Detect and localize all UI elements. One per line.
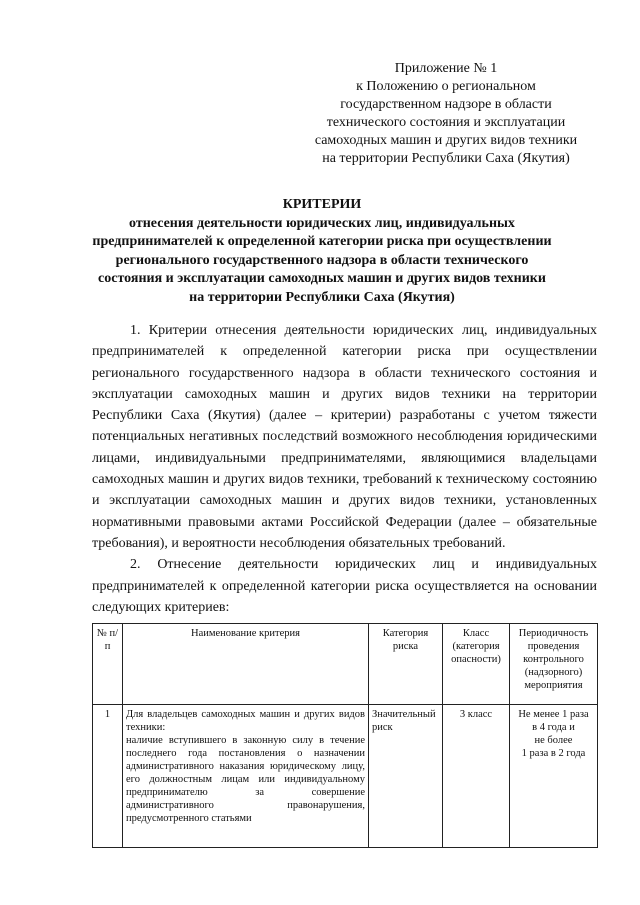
header-criterion: Наименование критерия (123, 624, 369, 705)
periodicity-line: Не менее 1 раза (518, 709, 589, 720)
appendix-line: технического состояния и эксплуатации (326, 115, 566, 130)
periodicity-line: 1 раза в 2 года (521, 748, 586, 759)
appendix-line: на территории Республики Саха (Якутия) (322, 151, 570, 166)
periodicity-line: в 4 года и (532, 722, 575, 733)
title-line: регионального государственного надзора в области технического (115, 252, 529, 268)
table-row (93, 705, 598, 848)
header-number: № п/п (93, 624, 123, 705)
document-title (40, 196, 604, 307)
title-line: предпринимателей к определенной категории риска при осуществлении (92, 234, 552, 249)
header-risk-category: Категория риска (369, 624, 443, 705)
header-periodicity: Периодичность проведения контрольного (надзорного) мероприятия (510, 624, 598, 705)
title-line: отнесения деятельности юридических лиц, индивидуальных (129, 215, 515, 231)
appendix-line: самоходных машин и других видов техники (314, 133, 578, 148)
paragraph-1: 1. Критерии отнесения деятельности юридических лиц, индивидуальных предпринимателей к определенной категории риска при осуществлении регионального государственного надзора в области технического состояния и эксплуатации самоходных машин и других видов техники на территории Республики Саха (Якутия) (далее – критерии) разработаны с учетом тяжести потенциальных негативных последствий возможного несоблюдения юридическими лицами, индивидуальными предпринимателями, являющимися владельцами самоходных машин и других видов техники, требований к техническому состоянию и эксплуатации самоходных машин и других видов техники, установленных нормативными правовыми актами Российской Федерации (далее – обязательные требования), и вероятности несоблюдения обязательных требований. (92, 323, 597, 551)
header-class: Класс (категория опасности) (443, 624, 510, 705)
cell-criterion (123, 705, 369, 848)
appendix-line: к Положению о региональном (356, 79, 536, 94)
criteria-table (92, 623, 598, 848)
cell-number: 1 (93, 705, 123, 848)
paragraph-2: 2. Отнесение деятельности юридических лиц и индивидуальных предпринимателей к определенной категории риска осуществляется на основании следующих критериев: (92, 557, 597, 615)
title-line: состояния и эксплуатации самоходных машин и других видов техники (98, 271, 546, 286)
appendix-header (296, 60, 596, 168)
cell-risk-category: Значительный риск (369, 705, 443, 848)
appendix-line: государственном надзоре в области (340, 97, 552, 112)
cell-periodicity (510, 705, 598, 848)
criterion-text: наличие вступившего в законную силу в течение последнего года постановления о назначении административного наказания юридическому лицу, его должностным лицам или индивидуальному предпринимателю за совершение административного правонарушения, предусмотренного статьями (126, 735, 365, 824)
title-line: на территории Республики Саха (Якутия) (189, 289, 455, 305)
periodicity-line: не более (534, 735, 573, 746)
cell-class: 3 класс (443, 705, 510, 848)
criterion-lead: Для владельцев самоходных машин и других видов техники: (126, 709, 365, 733)
title-heading: КРИТЕРИИ (282, 197, 362, 212)
document-body (92, 320, 597, 618)
table-header-row (93, 624, 598, 705)
appendix-line: Приложение № 1 (394, 61, 498, 76)
